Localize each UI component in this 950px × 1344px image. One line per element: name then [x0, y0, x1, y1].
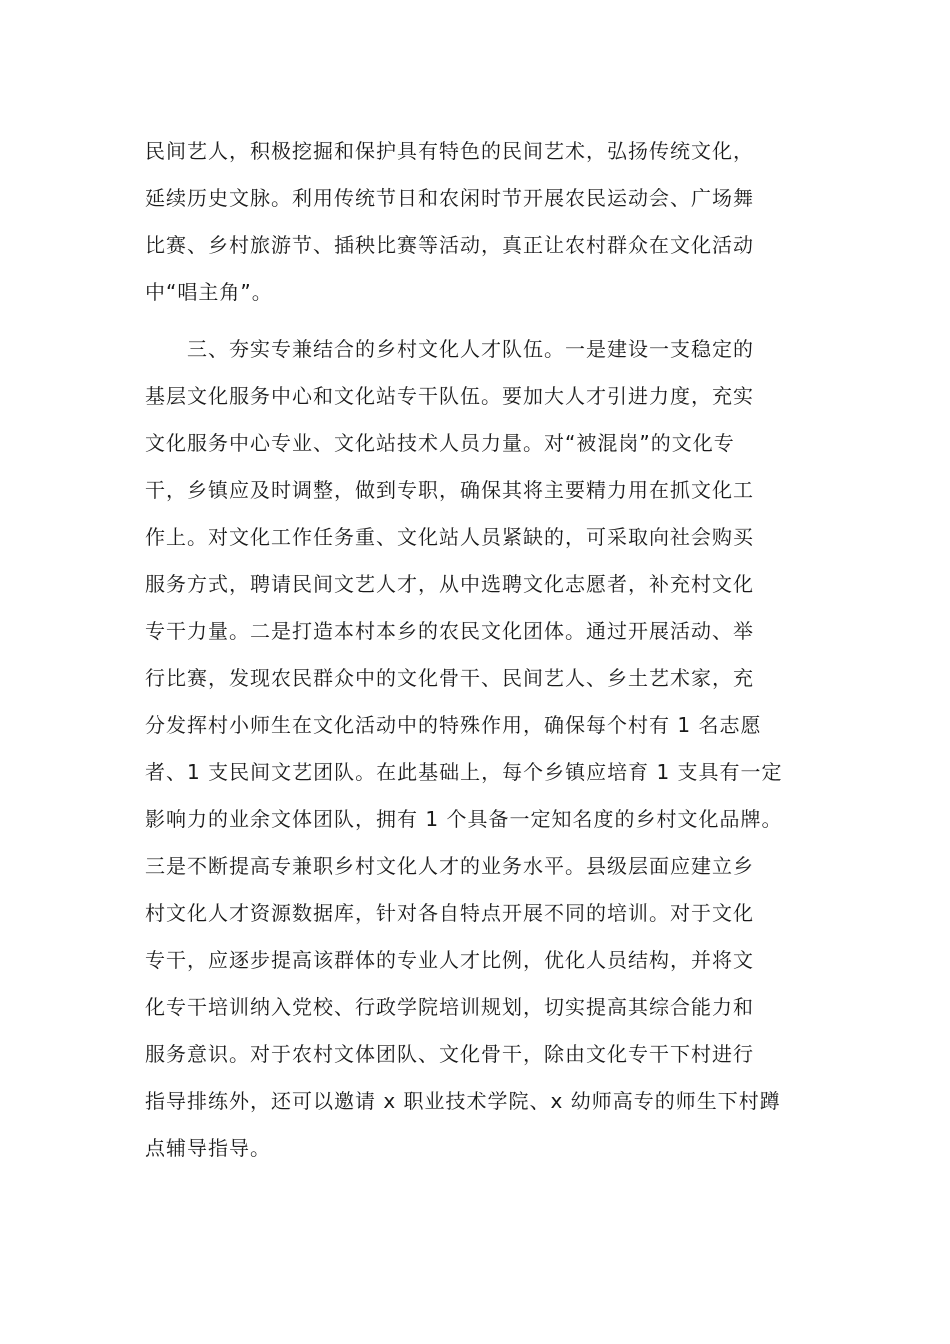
text-line: 中“唱主角”。: [145, 280, 273, 304]
section-three-paragraph: [145, 326, 825, 1172]
text-line: 分发挥村小师生在文化活动中的特殊作用，确保每个村有 1 名志愿: [145, 713, 762, 737]
text-line: 延续历史文脉。利用传统节日和农闲时节开展农民运动会、广场舞: [145, 186, 754, 210]
text-line: 影响力的业余文体团队，拥有 1 个具备一定知名度的乡村文化品牌。: [145, 807, 783, 831]
text-line: 民间艺人，积极挖掘和保护具有特色的民间艺术，弘扬传统文化，: [145, 139, 754, 163]
continuation-paragraph: [145, 128, 825, 316]
text-line: 专干力量。二是打造本村本乡的农民文化团体。通过开展活动、举: [145, 619, 754, 643]
section-three-heading-line: 三、夯实专兼结合的乡村文化人才队伍。一是建设一支稳定的: [187, 337, 754, 361]
text-line: 者、1 支民间文艺团队。在此基础上，每个乡镇应培育 1 支具有一定: [145, 760, 783, 784]
text-line: 化专干培训纳入党校、行政学院培训规划，切实提高其综合能力和: [145, 995, 754, 1019]
text-line: 干，乡镇应及时调整，做到专职，确保其将主要精力用在抓文化工: [145, 478, 754, 502]
text-line: 比赛、乡村旅游节、插秧比赛等活动，真正让农村群众在文化活动: [145, 233, 754, 257]
text-line: 专干，应逐步提高该群体的专业人才比例，优化人员结构，并将文: [145, 948, 754, 972]
text-line: 指导排练外，还可以邀请 x 职业技术学院、x 幼师高专的师生下村蹲: [145, 1089, 781, 1113]
text-line: 村文化人才资源数据库，针对各自特点开展不同的培训。对于文化: [145, 901, 754, 925]
text-line: 三是不断提高专兼职乡村文化人才的业务水平。县级层面应建立乡: [145, 854, 754, 878]
text-line: 作上。对文化工作任务重、文化站人员紧缺的，可采取向社会购买: [145, 525, 754, 549]
text-line: 文化服务中心专业、文化站技术人员力量。对“被混岗”的文化专: [145, 431, 735, 455]
text-line: 服务方式，聘请民间文艺人才，从中选聘文化志愿者，补充村文化: [145, 572, 754, 596]
text-line: 行比赛，发现农民群众中的文化骨干、民间艺人、乡土艺术家，充: [145, 666, 754, 690]
text-line: 基层文化服务中心和文化站专干队伍。要加大人才引进力度，充实: [145, 384, 754, 408]
text-line: 点辅导指导。: [145, 1136, 271, 1160]
text-line: 服务意识。对于农村文体团队、文化骨干，除由文化专干下村进行: [145, 1042, 754, 1066]
